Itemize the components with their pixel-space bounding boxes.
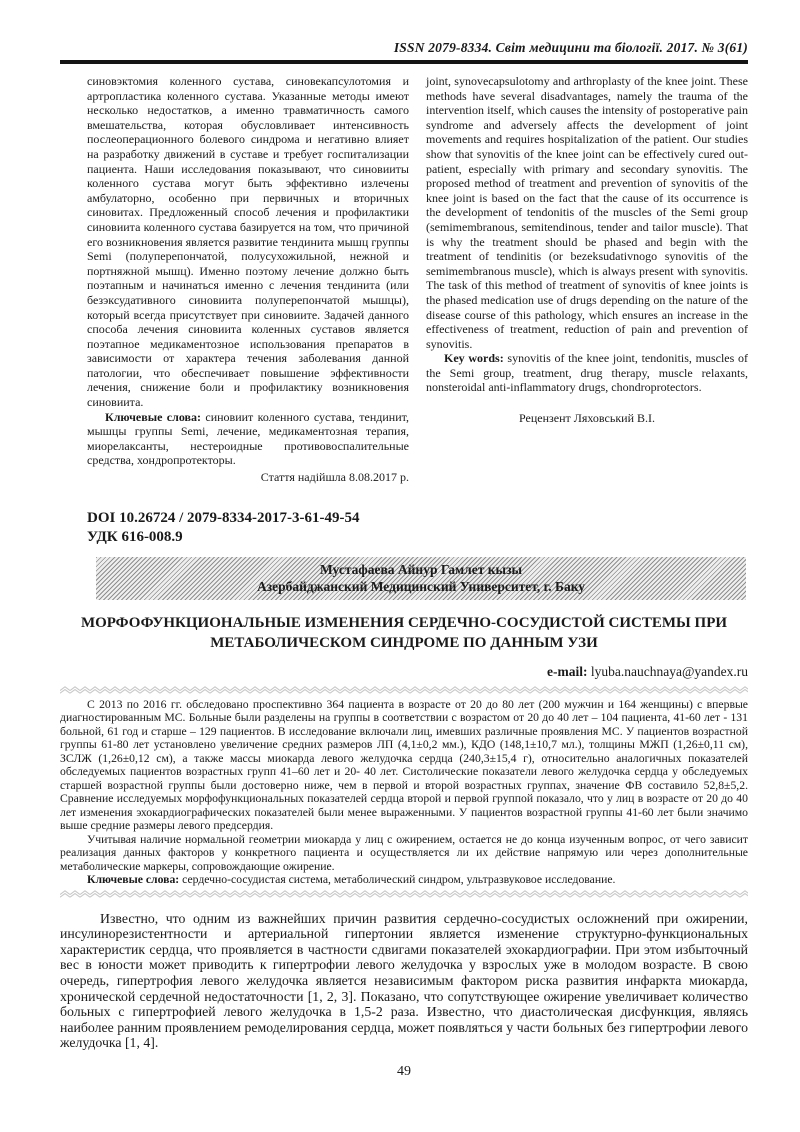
russian-abstract-column: [87, 74, 409, 485]
author-affiliation: Азербайджанский Медицинский Университет, г. Баку: [256, 578, 586, 594]
english-keywords-text: synovitis of the knee joint, tendonitis, muscles of the Semi group, treatment, drug therapy, muscle relaxants, nonsteroidal anti-inflammatory drugs, chondroprotectors.: [426, 351, 748, 395]
english-abstract-column: [426, 74, 748, 485]
body-paragraph: Известно, что одним из важнейших причин развития сердечно-сосудистых осложнений при ожирении, инсулинорезистентности и артериальной гипертонии является изменение структурно-функциональных характеристик сердца, что проявляется в частности сдвигами показателей эхокардиографии. При этом избыточный вес в юности может приводить к гипертрофии левого желудочка у взрослых уже в молодом возрасте. В свою очередь, гипертрофия левого желудочка является независимым фактором риска развития инфаркта миокарда, хронической сердечной недостаточности [1, 2, 3]. Показано, что сопутствующее ожирение увеличивает количество больных с гипертрофией левого желудочка в 1,5-2 раза. Известно, что диастолическая дисфункция, являясь наиболее ранним проявлением ремоделирования сердца, может появляться у части больных без гипертрофии левого желудочка [1, 4].: [60, 910, 748, 1051]
email-line: [60, 664, 748, 680]
article-abstract: [60, 698, 748, 887]
russian-keywords: [87, 410, 409, 468]
english-abstract-text: joint, synovecapsulotomy and arthroplasty of the knee joint. These methods have several disadvantages, namely the trauma of the intervention itself, which causes the intensity of postoperative pain syndrome and adversely affects the development of joint movements and requires hospitalization of the patient. Our studies show that synovitis of the knee joint can be effectively cured out-patient, especially with primary and secondary synovitis. The proposed method of treatment and prevention of synovitis of the knee joint is based on the fact that the cause of its occurrence is the development of tendonitis of the muscles of the Semi group (semimembranous, semitendinous, tender and tailor muscle). That is why the treatment should be phased and begin with the treatment of tendinitis (or bezeksudativnogo synovitis of the semimembranous muscle), which is always present with synovitis. The task of this method of treatment of synovitis of knee joints is the phased medication use of drugs depending on the nature of the disease course of this pathology, which ensures an increase in the effectiveness of treatment, reduction of pain and prevention of synovitis.: [426, 74, 748, 351]
article-title: МОРФОФУНКЦИОНАЛЬНЫЕ ИЗМЕНЕНИЯ СЕРДЕЧНО-СОСУДИСТОЙ СИСТЕМЫ ПРИ МЕТАБОЛИЧЕСКОМ СИНДРОМЕ ПО ДАННЫМ УЗИ: [80, 614, 728, 651]
russian-abstract-text: синовэктомия коленного сустава, синовекапсулотомия и артропластика коленного сустава. Указанные методы имеют несколько недостатков, а именно травматичность самого вмешательства, которая обусловливает интенсивность послеоперационного болевого синдрома и негативно влияет на разработку движений в суставе и требует госпитализации пациента. Наши исследования показывают, что синовииты коленного сустава могут быть эффективно излечены амбулаторно, особенно при первичных и вторичных синовитах. Предложенный способ лечения и профилактики синовиита коленного сустава базируется на том, что причиной его возникновения является развитие тендинита мышц группы Semi (полуперепончатой, полусухожильной, нежной и портняжной мышц). Именно поэтому лечение должно быть поэтапным и начинаться именно с лечения тендинита (или безэксудативного синовиита полуперепончатой мышцы), который всегда присутствует при синовиите. Задачей данного способа лечения синовиита коленных суставов является поэтапное медикаментозное использования препаратов в зависимости от характера течения заболевания данной патологии, что обеспечивает повышение эффективности лечения, снижение боли и профилактику возникновения синовиита.: [87, 74, 409, 410]
issn-line: ISSN 2079-8334. Світ медицини та біології. 2017. № 3(61): [393, 40, 748, 55]
english-keywords-label: Key words:: [444, 351, 504, 366]
header-rule: [60, 60, 748, 64]
russian-keywords-text: синовиит коленного сустава, тендинит, мышцы группы Semi, лечение, медикаментозная терапия, миорелаксанты, нестероидные противовоспалительные средства, хондропротекторы.: [87, 409, 409, 468]
reviewer-line: Рецензент Ляховський В.І.: [518, 411, 655, 426]
doi-line: DOI 10.26724 / 2079-8334-2017-3-61-49-54: [87, 509, 360, 526]
abstract-keywords-label: Ключевые слова:: [87, 873, 180, 887]
article-received-date: Стаття надійшла 8.08.2017 р.: [260, 470, 409, 485]
page-header: [60, 40, 748, 64]
bilingual-abstracts-section: [87, 74, 748, 485]
udk-line: УДК 616-008.9: [87, 528, 183, 545]
identifiers-block: [87, 509, 748, 547]
english-keywords: [426, 351, 748, 395]
zigzag-divider-bottom: [60, 890, 748, 898]
abstract-paragraph-1: С 2013 по 2016 гг. обследовано проспективно 364 пациента в возрасте от 20 до 80 лет (200 мужчин и 164 женщины) с впервые диагностированным МС. Больные были разделены на группы в соответствии с возрастом от 20 до 40 лет – 104 пациента, 41-60 лет - 131 больной, 61 год и старше – 129 пациентов. В исследование включали лиц, имевших различные проявления МС. У пациентов возрастной группы 61-80 лет установлено увеличение средних размеров ЛП (4,1±0,2 мм.), КДО (148,1±10,7 мл.), толщины МЖП (1,26±0,11 см), ЗСЛЖ (1,26±0,12 см), а также массы миокарда левого желудочка сердца (240,3±15,4 г), относительно аналогичных показателей обследуемых пациентов возрастных групп 41–60 лет и 20- 40 лет. Систолические показатели левого желудочка сердца у обследуемых старшей возрастной группы были достоверно ниже, чем в первой и второй возрастных группах, значение ФВ составило 52,8±5,2. Сравнение исследуемых морфофункциональных показателей сердца второй и первой группой показало, что у лиц в возрасте от 20 до 40 лет изменения эхокардиографических показателей были менее выраженными. У пациентов возрастной группы 41-60 лет были значимо выше средние размеры левого предсердия.: [60, 697, 748, 833]
abstract-keywords: [60, 873, 748, 887]
russian-keywords-label: Ключевые слова:: [105, 409, 202, 424]
page-number: 49: [397, 1063, 411, 1079]
zigzag-divider-top: [60, 686, 748, 694]
abstract-paragraph-2: Учитывая наличие нормальной геометрии миокарда у лиц с ожирением, остается не до конца изученным вопрос, от чего зависит реализация данных факторов у конкретного пациента и осуществляется ли их действие напрямую или через дополнительные метаболические маркеры, сопровождающие ожирение.: [60, 832, 748, 873]
email-address: lyuba.nauchnaya@yandex.ru: [587, 663, 748, 679]
abstract-keywords-text: сердечно-сосудистая система, метаболический синдром, ультразвуковое исследование.: [179, 873, 616, 887]
authors-banner: [96, 557, 746, 600]
email-label: e-mail:: [547, 663, 588, 679]
author-name: Мустафаева Айнур Гамлет кызы: [319, 561, 523, 577]
